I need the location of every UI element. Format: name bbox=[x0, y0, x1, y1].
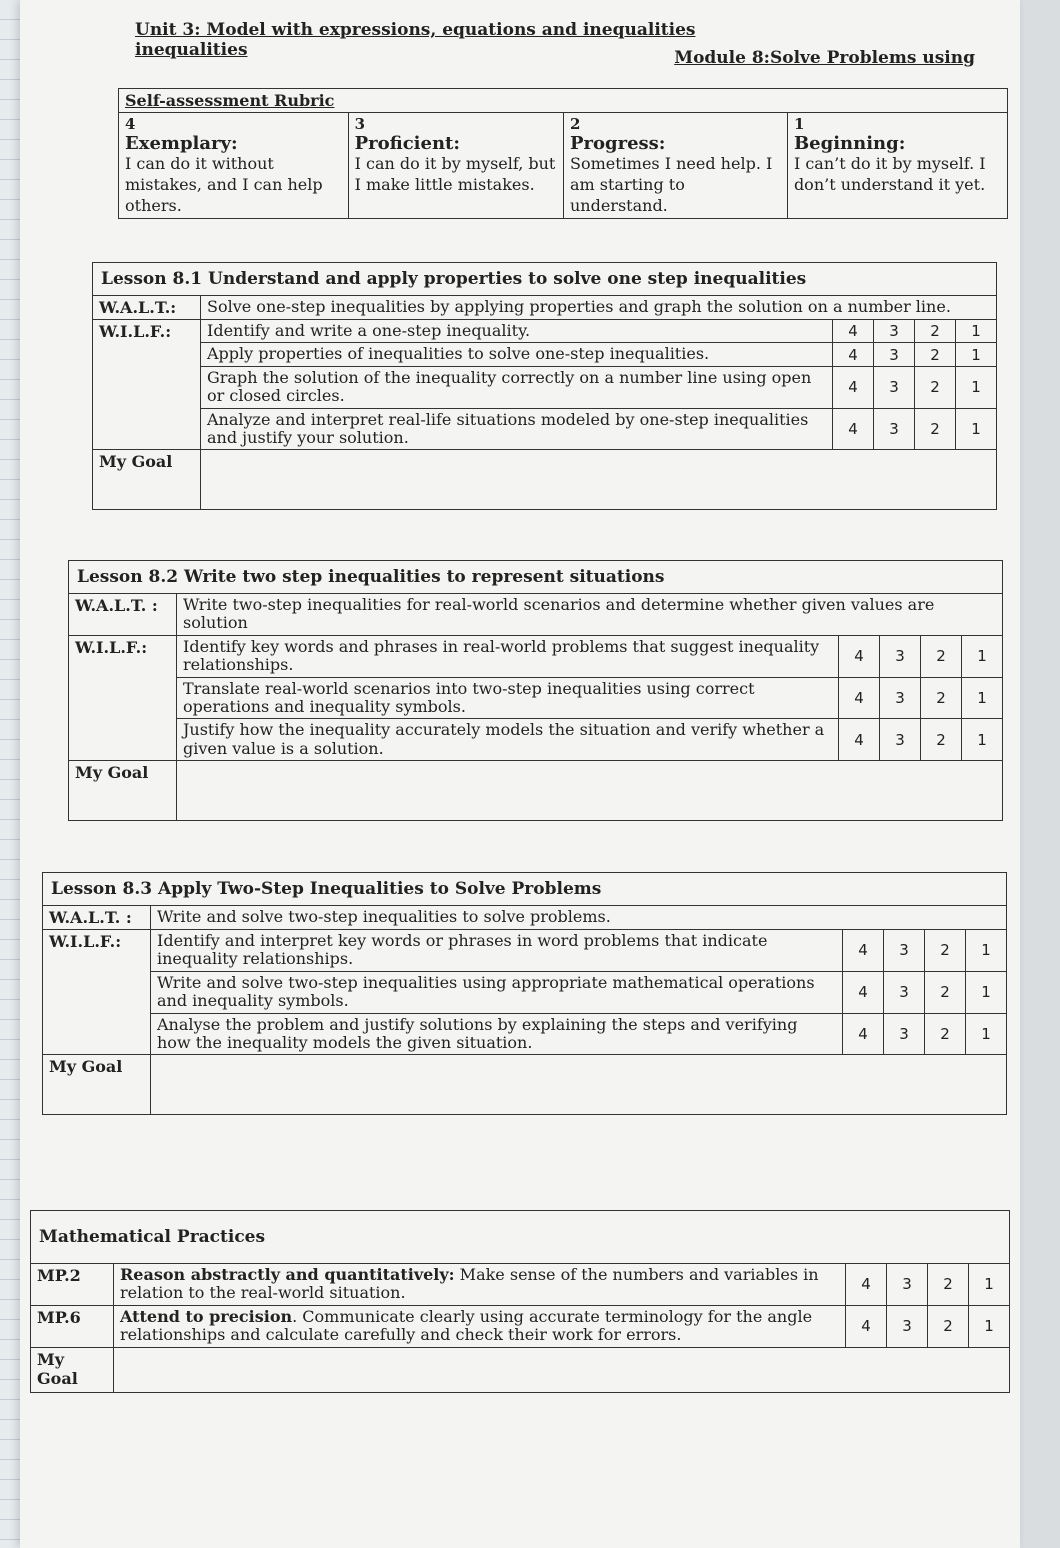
my-goal-label: My Goal bbox=[31, 1347, 114, 1392]
lesson-8-1-table bbox=[92, 262, 997, 510]
mp-code: MP.6 bbox=[31, 1305, 114, 1347]
rubric-level-number: 1 bbox=[793, 115, 805, 133]
score-3[interactable]: 3 bbox=[880, 635, 921, 677]
score-4[interactable]: 4 bbox=[846, 1264, 887, 1306]
my-goal-label: My Goal bbox=[69, 761, 177, 821]
score-4[interactable]: 4 bbox=[839, 677, 880, 719]
rubric-level-4 bbox=[119, 113, 349, 219]
score-3[interactable]: 3 bbox=[880, 719, 921, 761]
rubric-level-desc: Sometimes I need help. I am starting to understand. bbox=[569, 154, 773, 215]
score-4[interactable]: 4 bbox=[843, 971, 884, 1013]
unit-title-cont: inequalities bbox=[135, 40, 248, 60]
wilf-item: Identify and write a one-step inequality. bbox=[201, 320, 833, 343]
my-goal-field[interactable] bbox=[177, 761, 1003, 821]
score-3[interactable]: 3 bbox=[874, 343, 915, 366]
mp-description bbox=[114, 1264, 846, 1306]
rubric-level-name: Progress: bbox=[569, 133, 666, 154]
score-1[interactable]: 1 bbox=[956, 366, 997, 408]
rubric-level-1 bbox=[787, 113, 1007, 219]
score-1[interactable]: 1 bbox=[966, 971, 1007, 1013]
score-1[interactable]: 1 bbox=[962, 635, 1003, 677]
my-goal-label: My Goal bbox=[43, 1055, 151, 1115]
my-goal-label: My Goal bbox=[93, 450, 201, 510]
score-2[interactable]: 2 bbox=[925, 1013, 966, 1055]
rubric-level-desc: I can do it without mistakes, and I can help others. bbox=[125, 154, 323, 215]
wilf-label: W.I.L.F.: bbox=[69, 635, 177, 760]
lesson-title: Lesson 8.3 Apply Two-Step Inequalities to Solve Problems bbox=[43, 873, 1007, 906]
lesson-8-2-table bbox=[68, 560, 1003, 821]
my-goal-field[interactable] bbox=[114, 1347, 1010, 1392]
wilf-item: Graph the solution of the inequality correctly on a number line using open or closed circles. bbox=[201, 366, 833, 408]
mp-code: MP.2 bbox=[31, 1264, 114, 1306]
rubric-level-2 bbox=[563, 113, 787, 219]
module-title: Module 8:Solve Problems using bbox=[674, 48, 975, 68]
rubric-title: Self-assessment Rubric bbox=[119, 89, 1008, 113]
my-goal-field[interactable] bbox=[201, 450, 997, 510]
score-3[interactable]: 3 bbox=[874, 408, 915, 450]
score-1[interactable]: 1 bbox=[962, 677, 1003, 719]
my-goal-field[interactable] bbox=[151, 1055, 1007, 1115]
score-3[interactable]: 3 bbox=[880, 677, 921, 719]
score-3[interactable]: 3 bbox=[884, 930, 925, 972]
mathematical-practices-table bbox=[30, 1210, 1010, 1393]
score-1[interactable]: 1 bbox=[969, 1264, 1010, 1306]
wilf-item: Translate real-world scenarios into two-step inequalities using correct operations and inequality symbols. bbox=[177, 677, 839, 719]
score-2[interactable]: 2 bbox=[925, 930, 966, 972]
score-2[interactable]: 2 bbox=[925, 971, 966, 1013]
score-2[interactable]: 2 bbox=[915, 343, 956, 366]
lesson-title: Lesson 8.2 Write two step inequalities to represent situations bbox=[69, 561, 1003, 594]
score-2[interactable]: 2 bbox=[915, 366, 956, 408]
unit-title: Unit 3: Model with expressions, equations and inequalities bbox=[135, 20, 696, 40]
score-2[interactable]: 2 bbox=[921, 635, 962, 677]
lesson-title: Lesson 8.1 Understand and apply properties to solve one step inequalities bbox=[93, 263, 997, 296]
rubric-level-desc: I can do it by myself, but I make little mistakes. bbox=[354, 154, 556, 194]
score-4[interactable]: 4 bbox=[843, 1013, 884, 1055]
mp-heading: Reason abstractly and quantitatively: bbox=[120, 1265, 455, 1284]
mp-text: . Communicate clearly using accurate terminology for the angle relationships and calculate carefully and check their work for errors. bbox=[120, 1306, 813, 1345]
wilf-label: W.I.L.F.: bbox=[43, 930, 151, 1055]
score-3[interactable]: 3 bbox=[884, 1013, 925, 1055]
score-2[interactable]: 2 bbox=[928, 1264, 969, 1306]
score-2[interactable]: 2 bbox=[921, 677, 962, 719]
score-1[interactable]: 1 bbox=[962, 719, 1003, 761]
wilf-label: W.I.L.F.: bbox=[93, 320, 201, 450]
wilf-item: Apply properties of inequalities to solve one-step inequalities. bbox=[201, 343, 833, 366]
rubric-level-desc: I can’t do it by myself. I don’t understand it yet. bbox=[793, 154, 986, 194]
wilf-item: Analyse the problem and justify solutions by explaining the steps and verifying how the inequality models the given situation. bbox=[151, 1013, 843, 1055]
score-4[interactable]: 4 bbox=[833, 343, 874, 366]
rubric-level-name: Beginning: bbox=[793, 133, 906, 154]
page-header bbox=[135, 20, 995, 68]
mp-text: Make sense of the numbers and variables in relation to the real-world situation. bbox=[120, 1265, 819, 1303]
score-2[interactable]: 2 bbox=[915, 320, 956, 343]
rubric-level-3 bbox=[348, 113, 563, 219]
lesson-8-3-table bbox=[42, 872, 1007, 1115]
score-1[interactable]: 1 bbox=[956, 320, 997, 343]
rubric-level-number: 3 bbox=[354, 115, 366, 133]
mp-description bbox=[114, 1305, 846, 1347]
score-2[interactable]: 2 bbox=[915, 408, 956, 450]
wilf-item: Justify how the inequality accurately models the situation and verify whether a given value is a solution. bbox=[177, 719, 839, 761]
walt-text: Solve one-step inequalities by applying properties and graph the solution on a number line. bbox=[201, 296, 997, 320]
score-1[interactable]: 1 bbox=[969, 1305, 1010, 1347]
wilf-item: Analyze and interpret real-life situations modeled by one-step inequalities and justify your solution. bbox=[201, 408, 833, 450]
score-3[interactable]: 3 bbox=[884, 971, 925, 1013]
score-4[interactable]: 4 bbox=[846, 1305, 887, 1347]
score-3[interactable]: 3 bbox=[874, 320, 915, 343]
score-1[interactable]: 1 bbox=[956, 343, 997, 366]
score-3[interactable]: 3 bbox=[874, 366, 915, 408]
score-3[interactable]: 3 bbox=[887, 1305, 928, 1347]
rubric-level-number: 4 bbox=[125, 115, 136, 133]
score-4[interactable]: 4 bbox=[843, 930, 884, 972]
walt-label: W.A.L.T.: bbox=[93, 296, 201, 320]
wilf-item: Write and solve two-step inequalities using appropriate mathematical operations and inequality symbols. bbox=[151, 971, 843, 1013]
score-1[interactable]: 1 bbox=[966, 1013, 1007, 1055]
walt-label: W.A.L.T. : bbox=[43, 906, 151, 930]
rubric-level-number: 2 bbox=[569, 115, 581, 133]
walt-label: W.A.L.T. : bbox=[69, 594, 177, 636]
wilf-item: Identify and interpret key words or phrases in word problems that indicate inequality relationships. bbox=[151, 930, 843, 972]
score-4[interactable]: 4 bbox=[833, 320, 874, 343]
score-4[interactable]: 4 bbox=[839, 719, 880, 761]
wilf-item: Identify key words and phrases in real-world problems that suggest inequality relationships. bbox=[177, 635, 839, 677]
walt-text: Write and solve two-step inequalities to solve problems. bbox=[151, 906, 1007, 930]
score-4[interactable]: 4 bbox=[839, 635, 880, 677]
score-1[interactable]: 1 bbox=[956, 408, 997, 450]
score-1[interactable]: 1 bbox=[966, 930, 1007, 972]
rubric-level-name: Proficient: bbox=[354, 133, 461, 154]
score-3[interactable]: 3 bbox=[887, 1264, 928, 1306]
mp-heading: Attend to precision bbox=[120, 1306, 293, 1326]
self-assessment-rubric bbox=[118, 88, 1008, 219]
walt-text: Write two-step inequalities for real-world scenarios and determine whether given values are solution bbox=[177, 594, 1003, 636]
practices-title: Mathematical Practices bbox=[31, 1211, 1010, 1264]
score-2[interactable]: 2 bbox=[921, 719, 962, 761]
score-4[interactable]: 4 bbox=[833, 408, 874, 450]
rubric-level-name: Exemplary: bbox=[125, 133, 238, 154]
score-4[interactable]: 4 bbox=[833, 366, 874, 408]
score-2[interactable]: 2 bbox=[928, 1305, 969, 1347]
